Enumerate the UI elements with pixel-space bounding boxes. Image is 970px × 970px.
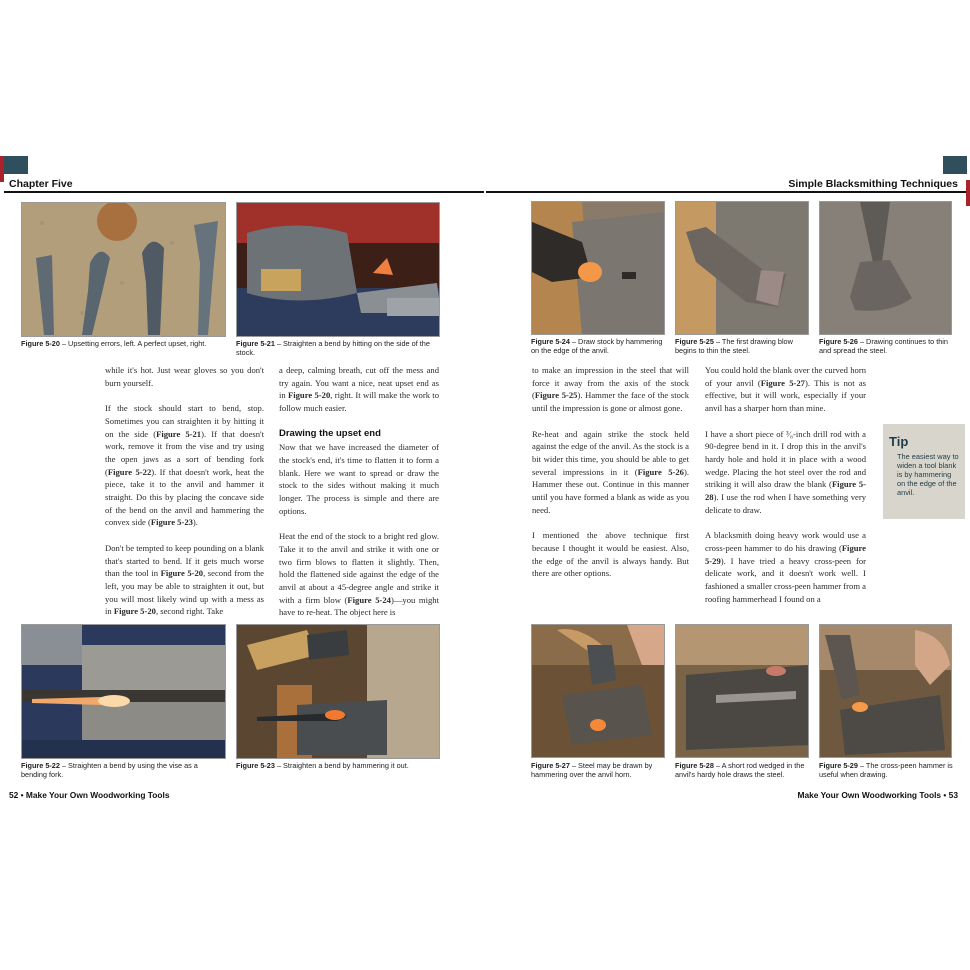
paragraph: You could hold the blank over the curved horn of your anvil (Figure 5-27). This is not as effective, but it will work, especially if your anvil has a sharper horn than mine. <box>705 365 866 414</box>
body-column-1 <box>105 364 264 631</box>
left-page-footer: 52 • Make Your Own Woodworking Tools <box>9 790 170 800</box>
paragraph: I mentioned the above technique first because I thought it would be easiest. Also, the edge of the anvil is always handy. But there are other options. <box>532 530 689 579</box>
figure-5-28-photo <box>675 624 809 758</box>
left-header-rule <box>4 191 484 193</box>
figure-5-21-caption: Figure 5-21 – Straighten a bend by hitting on the side of the stock. <box>236 339 430 357</box>
paragraph: Don't be tempted to keep pounding on a blank that's started to bend. If it gets much worse than the tool in Figure 5-20, second from the left, you may be able to straighten it out, but you will most likely wind up with a mess as in Figure 5-20, second right. Take <box>105 542 264 617</box>
figure-5-25-caption: Figure 5-25 – The first drawing blow begins to thin the steel. <box>675 337 793 355</box>
figure-5-22-caption: Figure 5-22 – Straighten a bend by using the vise as a bending fork. <box>21 761 198 779</box>
paragraph: Now that we have increased the diameter of the stock's end, it's time to flatten it to form a blank. Here we want to spread or draw the stock to the sides without making it much longer. The process is simple and there are options. <box>279 442 439 516</box>
right-page-footer: Make Your Own Woodworking Tools • 53 <box>797 790 958 800</box>
figure-5-21-photo <box>236 202 440 337</box>
figure-5-23-caption: Figure 5-23 – Straighten a bend by hammering it out. <box>236 761 409 770</box>
left-chapter-tab <box>4 156 28 174</box>
section-heading: Drawing the upset end <box>279 427 381 439</box>
paragraph: A blacksmith doing heavy work would use a cross-peen hammer to do his drawing (Figure 5-29). I have tried a heavy cross-peen for delicate work, and it doesn't work well. I fashioned a smaller cross-peen hammer from a roofing hammerhead I found on a <box>705 530 866 604</box>
paragraph: If the stock should start to bend, stop. Sometimes you can straighten it by hitting it on the side (Figure 5-21). If that doesn't work, remove it from the vise and try using the open jaws as a sort of bending fork (Figure 5-22). If that doesn't work, heat the piece, take it to the anvil and hammer it straight. Do this by placing the concave side of the bend on the anvil and hammering the convex side (Figure 5-23). <box>105 403 265 528</box>
figure-5-24-photo <box>531 201 665 335</box>
body-column-2 <box>279 364 439 632</box>
figure-5-25-photo <box>675 201 809 335</box>
figure-5-24-caption: Figure 5-24 – Draw stock by hammering on the edge of the anvil. <box>531 337 663 355</box>
tip-title: Tip <box>889 434 909 449</box>
figure-5-26-caption: Figure 5-26 – Drawing continues to thin and spread the steel. <box>819 337 948 355</box>
paragraph: Re-heat and again strike the stock held against the edge of the anvil. As the stock is a bit wider this time, you should be able to get several impressions in it (Figure 5-26). Hammer these out. Continue in this manner until you have formed a blank as wide as you need. <box>532 428 689 515</box>
figure-5-28-caption: Figure 5-28 – A short rod wedged in the anvil's hardy hole draws the steel. <box>675 761 805 779</box>
paragraph: I have a short piece of ³⁄₈-inch drill rod with a 90-degree bend in it. I drop this in the anvil's hardy hole and hold it in place with a wood wedge. Placing the hot steel over the rod and striking it will also draw the blank (Figure 5-28). I use the rod when I have something very delicate to draw. <box>705 428 867 515</box>
figure-5-23-photo <box>236 624 440 759</box>
figure-5-29-caption: Figure 5-29 – The cross-peen hammer is useful when drawing. <box>819 761 953 779</box>
body-column-3 <box>532 364 689 593</box>
tip-text: The easiest way to widen a tool blank is by hammering on the edge of the anvil. <box>897 452 959 498</box>
section-header: Simple Blacksmithing Techniques <box>788 178 958 190</box>
paragraph: to make an impression in the steel that will force it away from the axis of the stock (Figure 5-25). Hammer the face of the stock until the impression is gone or almost gone. <box>532 365 689 414</box>
right-header-rule <box>486 191 966 193</box>
body-column-4 <box>705 364 866 618</box>
figure-5-26-photo <box>819 201 952 335</box>
left-red-accent <box>0 156 4 182</box>
figure-5-29-photo <box>819 624 952 758</box>
figure-5-20-photo <box>21 202 226 337</box>
right-red-accent <box>966 180 970 206</box>
paragraph: a deep, calming breath, cut off the mess and try again. You want a nice, neat upset end as in Figure 5-20, right. It will make the work to follow much easier. <box>279 365 439 414</box>
chapter-header: Chapter Five <box>9 178 73 190</box>
figure-5-20-caption: Figure 5-20 – Upsetting errors, left. A perfect upset, right. <box>21 339 207 348</box>
figure-5-27-caption: Figure 5-27 – Steel may be drawn by hammering over the anvil horn. <box>531 761 653 779</box>
paragraph: Heat the end of the stock to a bright red glow. Take it to the anvil and strike it with one or two firm blows to flatten it slightly. Then, hold the flattened side against the edge of the anvil at about a 45-degree angle and strike it with a firm blow (Figure 5-24)—you might have to re-heat. The object here is <box>279 531 439 618</box>
tip-box <box>883 424 965 519</box>
right-chapter-tab <box>943 156 967 174</box>
figure-5-22-photo <box>21 624 226 759</box>
figure-5-27-photo <box>531 624 665 758</box>
paragraph: while it's hot. Just wear gloves so you don't burn yourself. <box>105 365 264 388</box>
